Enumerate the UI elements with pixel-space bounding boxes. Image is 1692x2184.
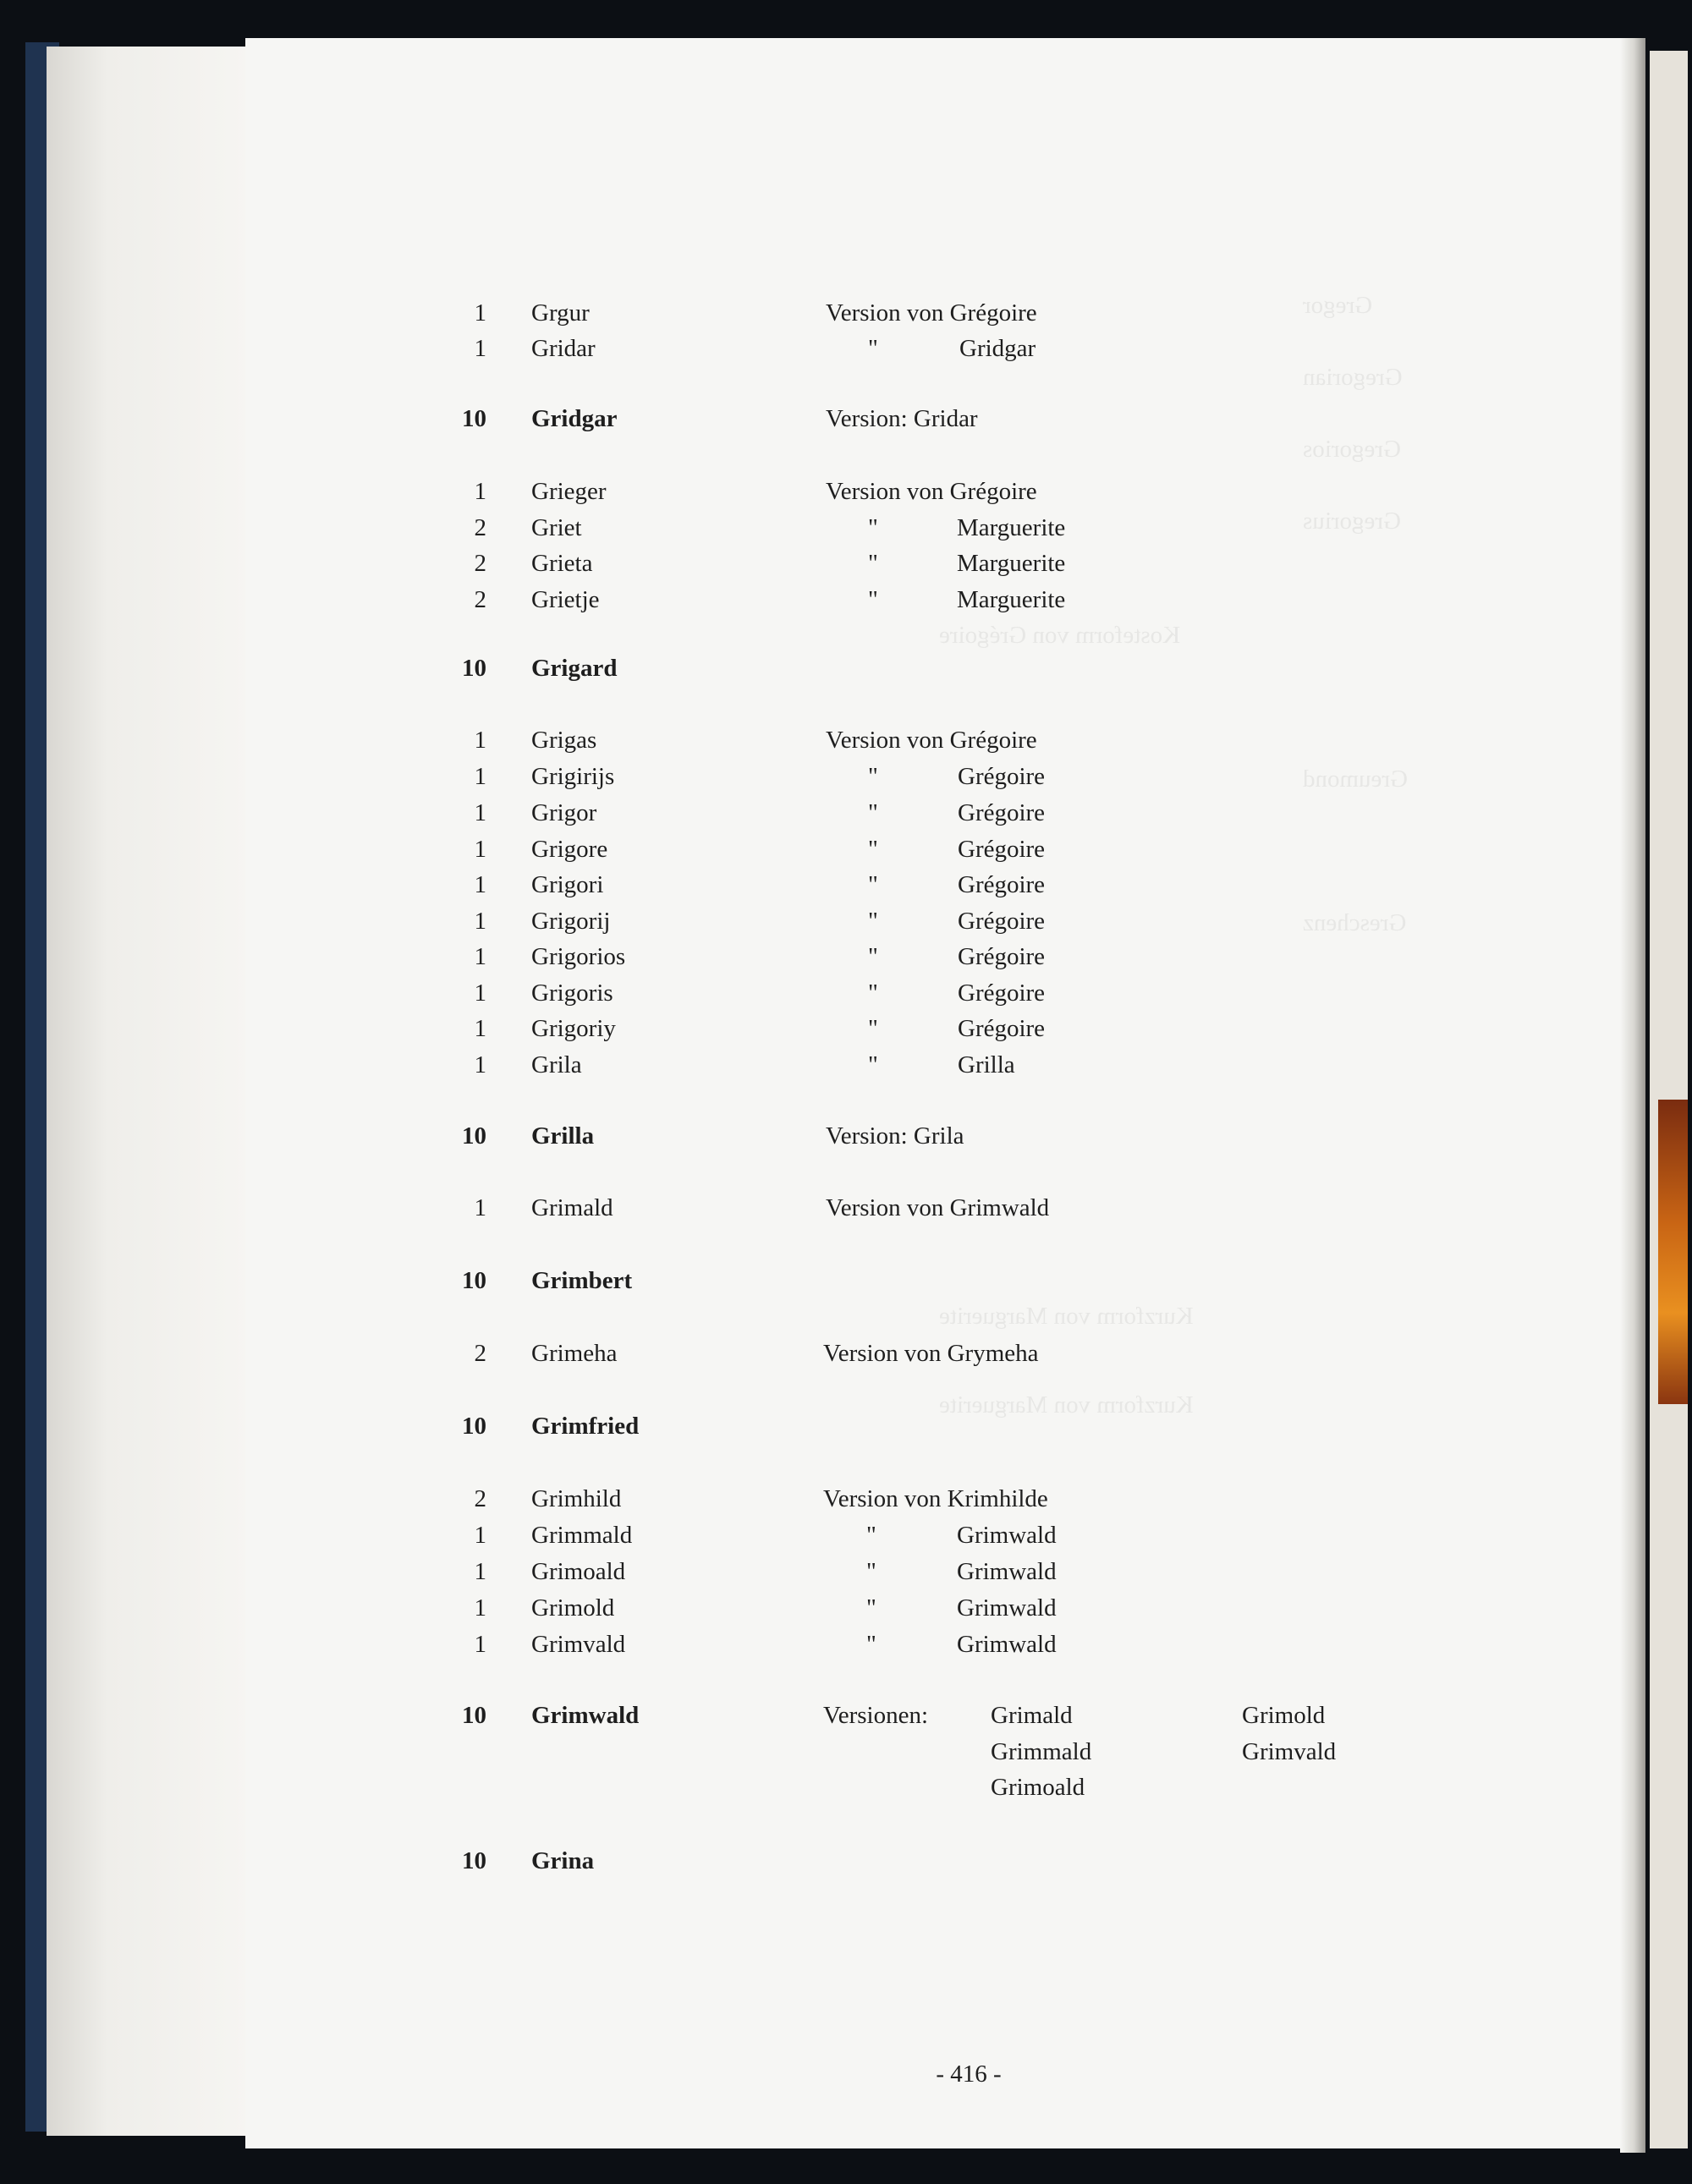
entry-name: Grigorij	[531, 908, 611, 935]
entry-count: 10	[462, 1122, 486, 1150]
entry-count: 1	[474, 299, 486, 327]
index-entry	[0, 904, 1692, 938]
ditto-mark: "	[868, 980, 878, 1007]
entry-count: 10	[462, 1702, 486, 1729]
index-entry	[0, 1591, 1692, 1625]
index-entry	[0, 402, 1692, 436]
reference-prefix: Version: Grila	[826, 1122, 964, 1150]
entry-name: Grila	[531, 1051, 582, 1078]
ditto-mark: "	[866, 1522, 876, 1549]
entry-count: 1	[474, 727, 486, 754]
entry-reference	[868, 796, 1045, 830]
entry-name: Grigirijs	[531, 763, 615, 790]
index-entry-continued	[0, 1735, 1692, 1769]
entry-count: 2	[474, 550, 486, 577]
entry-reference	[868, 976, 1045, 1010]
entry-count: 1	[474, 1522, 486, 1549]
entry-name: Grigor	[531, 799, 597, 826]
entry-name: Grina	[531, 1847, 595, 1874]
index-entry	[0, 723, 1692, 757]
entry-name: Grimfried	[531, 1413, 640, 1440]
reference-name: Grégoire	[958, 908, 1046, 935]
ditto-mark: "	[868, 1015, 878, 1042]
entry-count: 1	[474, 836, 486, 863]
reference-name: Grilla	[958, 1051, 1015, 1078]
index-entry	[0, 296, 1692, 330]
entry-count: 1	[474, 943, 486, 970]
index-entry	[0, 332, 1692, 365]
index-entry	[0, 1482, 1692, 1516]
entry-name: Grimmald	[531, 1522, 633, 1549]
index-entry	[0, 1336, 1692, 1370]
entry-count: 2	[474, 586, 486, 613]
entry-name: Gridgar	[531, 405, 618, 432]
reference-name: Marguerite	[957, 586, 1066, 613]
reference-name: Grégoire	[958, 1015, 1046, 1042]
entry-count: 10	[462, 1847, 486, 1874]
entry-name: Griet	[531, 514, 582, 541]
reference-name: Grégoire	[958, 763, 1046, 790]
index-entry	[0, 1409, 1692, 1443]
entry-reference	[826, 475, 1037, 508]
entry-count: 1	[474, 1631, 486, 1658]
entry-count: 2	[474, 514, 486, 541]
entry-reference	[826, 1119, 964, 1153]
entry-count: 1	[474, 1051, 486, 1078]
entry-reference	[868, 904, 1045, 938]
ditto-mark: "	[868, 799, 878, 826]
entry-reference	[826, 402, 978, 436]
entry-name: Grigori	[531, 871, 604, 898]
ditto-mark: "	[866, 1631, 876, 1658]
index-entry	[0, 760, 1692, 793]
entry-name: Grimald	[531, 1194, 613, 1221]
entry-reference	[826, 296, 1037, 330]
entry-count: 10	[462, 1413, 486, 1440]
entry-name: Grigoris	[531, 980, 613, 1007]
entry-count: 10	[462, 1267, 486, 1294]
entry-reference	[868, 760, 1045, 793]
entry-name: Grimoald	[531, 1558, 626, 1585]
index-entry	[0, 1555, 1692, 1589]
entry-count: 1	[474, 478, 486, 505]
reference-name: Grimwald	[957, 1631, 1057, 1658]
reference-name: Grégoire	[958, 871, 1046, 898]
entry-name: Grimbert	[531, 1267, 633, 1294]
index-entry	[0, 1264, 1692, 1298]
entry-name: Grigard	[531, 655, 618, 682]
reference-name: Grimwald	[957, 1594, 1057, 1622]
index-entry	[0, 1119, 1692, 1153]
ditto-mark: "	[868, 514, 878, 541]
entry-reference	[868, 1012, 1045, 1045]
ditto-mark: "	[868, 871, 878, 898]
entry-reference	[866, 1627, 1057, 1661]
reference-prefix: Version von Grégoire	[826, 727, 1037, 754]
index-entry	[0, 1191, 1692, 1225]
entry-reference	[826, 723, 1037, 757]
reference-name: Grimoald	[991, 1774, 1085, 1801]
index-entry	[0, 796, 1692, 830]
entry-reference	[826, 1191, 1049, 1225]
ditto-mark: "	[868, 586, 878, 613]
ditto-mark: "	[868, 763, 878, 790]
entry-name: Grilla	[531, 1122, 595, 1150]
index-entry	[0, 1518, 1692, 1552]
entry-reference	[866, 1555, 1057, 1589]
index-entry	[0, 940, 1692, 974]
entry-name: Grigas	[531, 727, 597, 754]
entry-name: Grimold	[531, 1594, 615, 1622]
entry-count: 1	[474, 763, 486, 790]
entry-count: 1	[474, 908, 486, 935]
index-entry-continued	[0, 1770, 1692, 1804]
reference-prefix: Version: Gridar	[826, 405, 978, 432]
ditto-mark: "	[868, 1051, 878, 1078]
entry-name: Grigoriy	[531, 1015, 616, 1042]
entry-reference	[868, 1048, 1015, 1082]
entry-reference	[868, 546, 1065, 580]
entry-name: Grimwald	[531, 1702, 640, 1729]
ditto-mark: "	[868, 943, 878, 970]
index-entry	[0, 1012, 1692, 1045]
index-entry	[0, 546, 1692, 580]
entry-name: Grimvald	[531, 1631, 626, 1658]
entry-name: Grigore	[531, 836, 608, 863]
entry-count: 1	[474, 1594, 486, 1622]
entry-name: Grigorios	[531, 943, 626, 970]
entry-name: Grieger	[531, 478, 607, 505]
index-entry	[0, 868, 1692, 902]
entry-reference	[868, 332, 1036, 365]
entry-reference	[823, 1336, 1039, 1370]
page-number: - 416 -	[936, 2061, 1002, 2088]
ditto-mark: "	[866, 1558, 876, 1585]
reference-name: Grégoire	[958, 980, 1046, 1007]
entry-reference	[868, 832, 1045, 866]
entry-count: 1	[474, 1194, 486, 1221]
ditto-mark: "	[868, 836, 878, 863]
reference-name: Marguerite	[957, 550, 1066, 577]
index-entry	[0, 475, 1692, 508]
entry-count: 10	[462, 655, 486, 682]
index-entry	[0, 832, 1692, 866]
entry-reference	[866, 1591, 1057, 1625]
entry-reference	[868, 583, 1065, 617]
entry-count: 1	[474, 1015, 486, 1042]
entry-name: Grietje	[531, 586, 600, 613]
entry-reference	[823, 1482, 1048, 1516]
entry-count: 10	[462, 405, 486, 432]
ditto-mark: "	[866, 1594, 876, 1622]
entry-name: Grimeha	[531, 1340, 618, 1367]
entry-reference	[823, 1698, 928, 1732]
entry-reference	[868, 940, 1045, 974]
ditto-mark: "	[868, 335, 878, 362]
reference-name: Marguerite	[957, 514, 1066, 541]
index-entry	[0, 511, 1692, 545]
entry-count: 2	[474, 1485, 486, 1512]
reference-name-extra: Grimold	[1242, 1702, 1326, 1729]
ditto-mark: "	[868, 550, 878, 577]
reference-name: Grégoire	[958, 836, 1046, 863]
index-entry	[0, 976, 1692, 1010]
reference-name: Grimmald	[991, 1738, 1092, 1765]
reference-prefix: Versionen:	[823, 1702, 929, 1729]
reference-name-extra: Grimvald	[1242, 1738, 1337, 1765]
reference-name: Grimwald	[957, 1522, 1057, 1549]
index-entry	[0, 1844, 1692, 1878]
reference-prefix: Version von Grymeha	[823, 1340, 1039, 1367]
entry-reference	[866, 1518, 1057, 1552]
entry-count: 1	[474, 1558, 486, 1585]
entry-count: 1	[474, 871, 486, 898]
entry-name: Grimhild	[531, 1485, 622, 1512]
ditto-mark: "	[868, 908, 878, 935]
entry-name: Grgur	[531, 299, 590, 327]
entry-count: 2	[474, 1340, 486, 1367]
reference-prefix: Version von Grégoire	[826, 478, 1037, 505]
index-entry	[0, 1627, 1692, 1661]
index-entry	[0, 651, 1692, 685]
entry-count: 1	[474, 980, 486, 1007]
index-entry	[0, 583, 1692, 617]
index-entry	[0, 1698, 1692, 1732]
reference-name: Gridgar	[959, 335, 1036, 362]
reference-prefix: Version von Grimwald	[826, 1194, 1050, 1221]
entry-name: Grieta	[531, 550, 593, 577]
reference-name: Grégoire	[958, 799, 1046, 826]
reference-name: Grégoire	[958, 943, 1046, 970]
reference-name: Grimald	[991, 1702, 1073, 1729]
entry-count: 1	[474, 335, 486, 362]
entry-reference	[868, 868, 1045, 902]
index-entry	[0, 1048, 1692, 1082]
entry-name: Gridar	[531, 335, 596, 362]
entry-count: 1	[474, 799, 486, 826]
entry-reference	[868, 511, 1065, 545]
reference-prefix: Version von Krimhilde	[823, 1485, 1048, 1512]
reference-name: Grimwald	[957, 1558, 1057, 1585]
reference-prefix: Version von Grégoire	[826, 299, 1037, 327]
